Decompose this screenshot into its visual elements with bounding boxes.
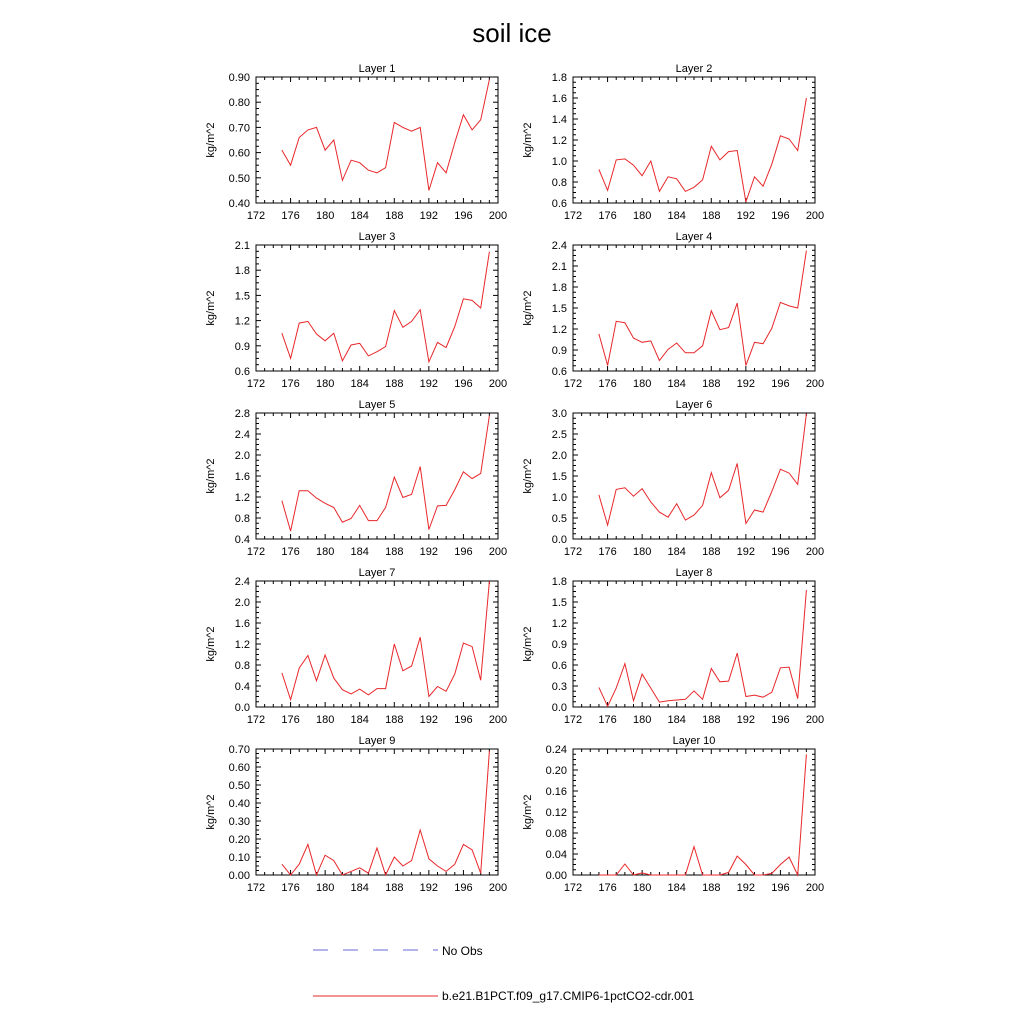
x-tick-label: 176: [598, 714, 617, 726]
x-tick-label: 200: [488, 714, 508, 726]
series-line: [599, 590, 807, 706]
y-tick-label: 0.50: [228, 172, 250, 185]
y-tick-label: 0.50: [228, 780, 250, 792]
panel-title: Layer 4: [675, 231, 713, 243]
y-tick-label: 0.10: [228, 852, 250, 864]
x-tick-label: 188: [702, 714, 721, 726]
x-tick-label: 200: [805, 378, 825, 390]
x-tick-label: 176: [281, 546, 300, 558]
x-tick-label: 192: [419, 882, 439, 894]
y-tick-label: 0.24: [545, 744, 567, 756]
x-tick-label: 180: [315, 714, 335, 726]
y-tick-label: 0.6: [234, 366, 250, 378]
y-tick-label: 0.12: [545, 807, 567, 819]
y-tick-label: 0.4: [234, 681, 250, 693]
x-tick-label: 180: [315, 882, 335, 894]
y-axis-label: kg/m^2: [522, 794, 534, 830]
y-tick-label: 1.2: [234, 492, 250, 504]
y-tick-label: 2.0: [234, 597, 250, 609]
y-tick-label: 0.00: [228, 870, 250, 882]
x-tick-label: 192: [736, 210, 756, 222]
x-tick-label: 176: [281, 714, 300, 726]
y-tick-label: 0.4: [234, 534, 250, 546]
x-tick-label: 200: [488, 210, 508, 222]
y-tick-label: 1.2: [551, 324, 567, 336]
y-tick-label: 2.4: [234, 576, 250, 588]
x-tick-label: 196: [454, 714, 473, 726]
x-tick-label: 184: [350, 546, 369, 558]
series-line: [282, 416, 490, 531]
x-tick-label: 188: [385, 210, 404, 222]
x-tick-label: 172: [246, 882, 266, 894]
y-tick-label: 2.0: [234, 450, 250, 462]
x-tick-label: 180: [315, 210, 335, 222]
y-tick-label: 0.6: [551, 660, 567, 672]
legend: [313, 944, 694, 1003]
x-tick-label: 184: [350, 210, 369, 222]
y-tick-label: 0.30: [228, 816, 250, 828]
plot-frame: [573, 749, 815, 875]
x-tick-label: 180: [632, 210, 652, 222]
x-tick-label: 184: [667, 378, 686, 390]
x-tick-label: 192: [736, 882, 756, 894]
chart-panel-layer-3: [205, 231, 507, 390]
y-tick-label: 0.8: [551, 177, 567, 189]
y-tick-label: 1.0: [551, 156, 567, 168]
y-tick-label: 1.2: [234, 639, 250, 651]
x-tick-label: 188: [702, 378, 721, 390]
y-tick-label: 0.20: [228, 834, 250, 846]
x-tick-label: 180: [632, 546, 652, 558]
y-tick-label: 1.6: [551, 93, 567, 105]
series-line: [599, 98, 807, 202]
y-tick-label: 1.8: [551, 72, 567, 84]
y-tick-label: 0.9: [551, 345, 567, 357]
y-tick-label: 0.3: [551, 681, 567, 693]
x-tick-label: 172: [563, 546, 583, 558]
panel-title: Layer 9: [358, 735, 396, 747]
y-tick-label: 1.4: [551, 114, 567, 126]
x-tick-label: 172: [246, 378, 266, 390]
legend-label-no-obs: No Obs: [442, 944, 483, 958]
y-tick-label: 1.0: [551, 492, 567, 504]
y-tick-label: 0.40: [228, 798, 250, 810]
x-tick-label: 192: [736, 714, 756, 726]
y-axis-label: kg/m^2: [522, 626, 534, 662]
x-tick-label: 184: [667, 882, 686, 894]
y-axis-label: kg/m^2: [205, 290, 217, 326]
plot-frame: [256, 749, 498, 875]
x-tick-label: 184: [667, 546, 686, 558]
x-tick-label: 188: [385, 378, 404, 390]
x-tick-label: 196: [771, 714, 790, 726]
x-tick-label: 196: [771, 378, 790, 390]
x-tick-label: 172: [563, 714, 583, 726]
x-tick-label: 184: [350, 714, 369, 726]
y-tick-label: 1.5: [551, 471, 567, 483]
y-tick-label: 2.1: [234, 240, 250, 252]
panel-title: Layer 2: [675, 63, 713, 75]
x-tick-label: 184: [350, 882, 369, 894]
y-tick-label: 1.5: [551, 303, 567, 315]
y-tick-label: 0.08: [545, 828, 567, 840]
x-tick-label: 176: [598, 882, 617, 894]
y-axis-label: kg/m^2: [205, 122, 217, 158]
x-tick-label: 176: [281, 378, 300, 390]
panel-title: Layer 7: [358, 567, 396, 579]
x-tick-label: 188: [702, 546, 721, 558]
y-tick-label: 2.8: [234, 408, 250, 420]
x-tick-label: 192: [419, 546, 439, 558]
y-tick-label: 1.6: [234, 471, 250, 483]
x-tick-label: 188: [385, 882, 404, 894]
series-line: [282, 80, 490, 191]
x-tick-label: 184: [667, 714, 686, 726]
x-tick-label: 200: [805, 210, 825, 222]
y-tick-label: 1.8: [551, 282, 567, 294]
x-tick-label: 172: [563, 210, 583, 222]
x-tick-label: 172: [563, 882, 583, 894]
y-tick-label: 0.8: [234, 513, 250, 525]
figure-title: soil ice: [472, 18, 552, 48]
chart-panel-layer-7: [205, 567, 507, 726]
panel-title: Layer 5: [358, 399, 396, 411]
y-tick-label: 0.04: [545, 849, 567, 861]
y-tick-label: 1.5: [551, 597, 567, 609]
y-tick-label: 0.60: [228, 147, 250, 160]
y-tick-label: 0.9: [234, 340, 250, 353]
chart-panel-layer-5: [205, 399, 507, 558]
chart-panel-layer-8: [522, 567, 824, 726]
y-tick-label: 0.0: [551, 534, 567, 546]
y-tick-label: 2.1: [551, 261, 567, 273]
x-tick-label: 188: [385, 546, 404, 558]
chart-panel-layer-10: [522, 735, 824, 894]
x-tick-label: 184: [350, 378, 369, 390]
x-tick-label: 196: [771, 546, 790, 558]
x-tick-label: 200: [805, 714, 825, 726]
y-tick-label: 2.0: [551, 450, 567, 462]
x-tick-label: 180: [315, 546, 335, 558]
y-tick-label: 0.40: [228, 198, 250, 210]
y-tick-label: 0.70: [228, 122, 250, 135]
y-tick-label: 1.5: [234, 290, 250, 303]
panel-title: Layer 3: [358, 231, 396, 243]
x-tick-label: 192: [419, 378, 439, 390]
x-tick-label: 172: [563, 378, 583, 390]
y-tick-label: 1.2: [551, 135, 567, 147]
x-tick-label: 172: [246, 210, 266, 222]
x-tick-label: 188: [702, 882, 721, 894]
series-line: [599, 414, 807, 525]
plot-frame: [573, 581, 815, 707]
y-tick-label: 0.70: [228, 744, 250, 756]
x-tick-label: 192: [419, 714, 439, 726]
x-tick-label: 200: [488, 378, 508, 390]
chart-panel-layer-2: [522, 63, 824, 222]
series-line: [282, 252, 490, 362]
y-tick-label: 0.9: [551, 639, 567, 651]
y-tick-label: 0.60: [228, 762, 250, 774]
y-axis-label: kg/m^2: [522, 122, 534, 158]
series-line: [599, 754, 807, 875]
x-tick-label: 180: [632, 714, 652, 726]
x-tick-label: 200: [488, 882, 508, 894]
x-tick-label: 196: [771, 210, 790, 222]
x-tick-label: 196: [771, 882, 790, 894]
y-tick-label: 0.5: [551, 513, 567, 525]
panel-title: Layer 8: [675, 567, 713, 579]
chart-panel-layer-6: [522, 399, 824, 558]
x-tick-label: 192: [736, 546, 756, 558]
x-tick-label: 184: [667, 210, 686, 222]
y-axis-label: kg/m^2: [205, 458, 217, 494]
y-tick-label: 0.8: [234, 660, 250, 672]
y-tick-label: 0.90: [228, 72, 250, 84]
y-tick-label: 1.2: [551, 618, 567, 630]
x-tick-label: 192: [419, 210, 439, 222]
y-tick-label: 1.8: [551, 576, 567, 588]
y-tick-label: 2.4: [551, 240, 567, 252]
y-tick-label: 0.0: [234, 702, 250, 714]
y-tick-label: 0.6: [551, 198, 567, 210]
chart-panel-layer-4: [522, 231, 824, 390]
x-tick-label: 196: [454, 882, 473, 894]
x-tick-label: 176: [281, 210, 300, 222]
x-tick-label: 200: [805, 882, 825, 894]
x-tick-label: 200: [488, 546, 508, 558]
series-line: [282, 581, 490, 700]
x-tick-label: 176: [598, 378, 617, 390]
series-line: [282, 751, 490, 875]
y-axis-label: kg/m^2: [522, 458, 534, 494]
y-axis-label: kg/m^2: [205, 626, 217, 662]
chart-panel-layer-1: [205, 63, 507, 222]
plot-frame: [256, 77, 498, 203]
x-tick-label: 188: [702, 210, 721, 222]
x-tick-label: 200: [805, 546, 825, 558]
series-line: [599, 251, 807, 366]
panel-title: Layer 6: [675, 399, 713, 411]
panel-title: Layer 10: [672, 735, 716, 747]
y-tick-label: 0.20: [545, 765, 567, 777]
x-tick-label: 196: [454, 378, 473, 390]
x-tick-label: 176: [598, 546, 617, 558]
y-tick-label: 0.16: [545, 786, 567, 798]
x-tick-label: 196: [454, 210, 473, 222]
y-tick-label: 0.80: [228, 97, 250, 110]
chart-panel-layer-9: [205, 735, 507, 894]
y-axis-label: kg/m^2: [522, 290, 534, 326]
y-tick-label: 1.6: [234, 618, 250, 630]
x-tick-label: 180: [632, 378, 652, 390]
legend-label-model: b.e21.B1PCT.f09_g17.CMIP6-1pctCO2-cdr.001: [442, 989, 695, 1003]
x-tick-label: 188: [385, 714, 404, 726]
y-tick-label: 2.5: [551, 429, 567, 441]
x-tick-label: 180: [315, 378, 335, 390]
y-tick-label: 1.8: [234, 265, 250, 278]
x-tick-label: 176: [281, 882, 300, 894]
x-tick-label: 172: [246, 546, 266, 558]
x-tick-label: 196: [454, 546, 473, 558]
x-tick-label: 176: [598, 210, 617, 222]
y-tick-label: 0.00: [545, 870, 567, 882]
y-tick-label: 3.0: [551, 408, 567, 420]
y-tick-label: 1.2: [234, 315, 250, 328]
y-tick-label: 2.4: [234, 429, 250, 441]
x-tick-label: 192: [736, 378, 756, 390]
panel-title: Layer 1: [358, 63, 396, 75]
y-tick-label: 0.0: [551, 702, 567, 714]
y-tick-label: 0.6: [551, 366, 567, 378]
x-tick-label: 172: [246, 714, 266, 726]
x-tick-label: 180: [632, 882, 652, 894]
y-axis-label: kg/m^2: [205, 794, 217, 830]
panels: [205, 63, 824, 894]
